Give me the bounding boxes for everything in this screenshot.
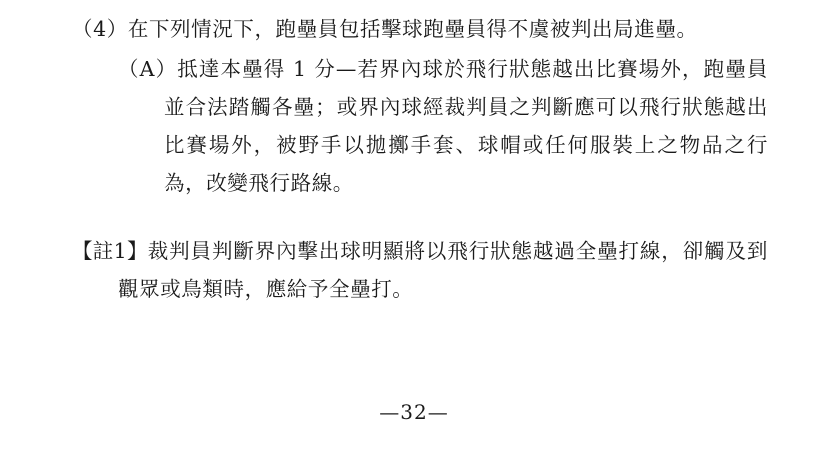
paragraph-item-4: （4）在下列情況下，跑壘員包括擊球跑壘員得不虞被判出局進壘。: [72, 17, 698, 41]
paragraph-item-4-A: （A）抵達本壘得 1 分—若界內球於飛行狀態越出比賽場外，跑壘員並合法踏觸各壘；或界內球經裁判員之判斷應可以飛行狀態越出比賽場外，被野手以拋擲手套、球帽或任何服裝上之物品之行為，改變飛行路線。: [118, 57, 768, 195]
page-number: —32—: [379, 400, 449, 424]
paragraph-note-1: [72, 232, 768, 308]
note-text: 裁判員判斷界內擊出球明顯將以飛行狀態越過全壘打線，卻觸及到觀眾或鳥類時，應給予全壘打。: [118, 239, 769, 301]
note-tag: 【註1】: [72, 239, 148, 263]
document-body: [72, 10, 768, 308]
